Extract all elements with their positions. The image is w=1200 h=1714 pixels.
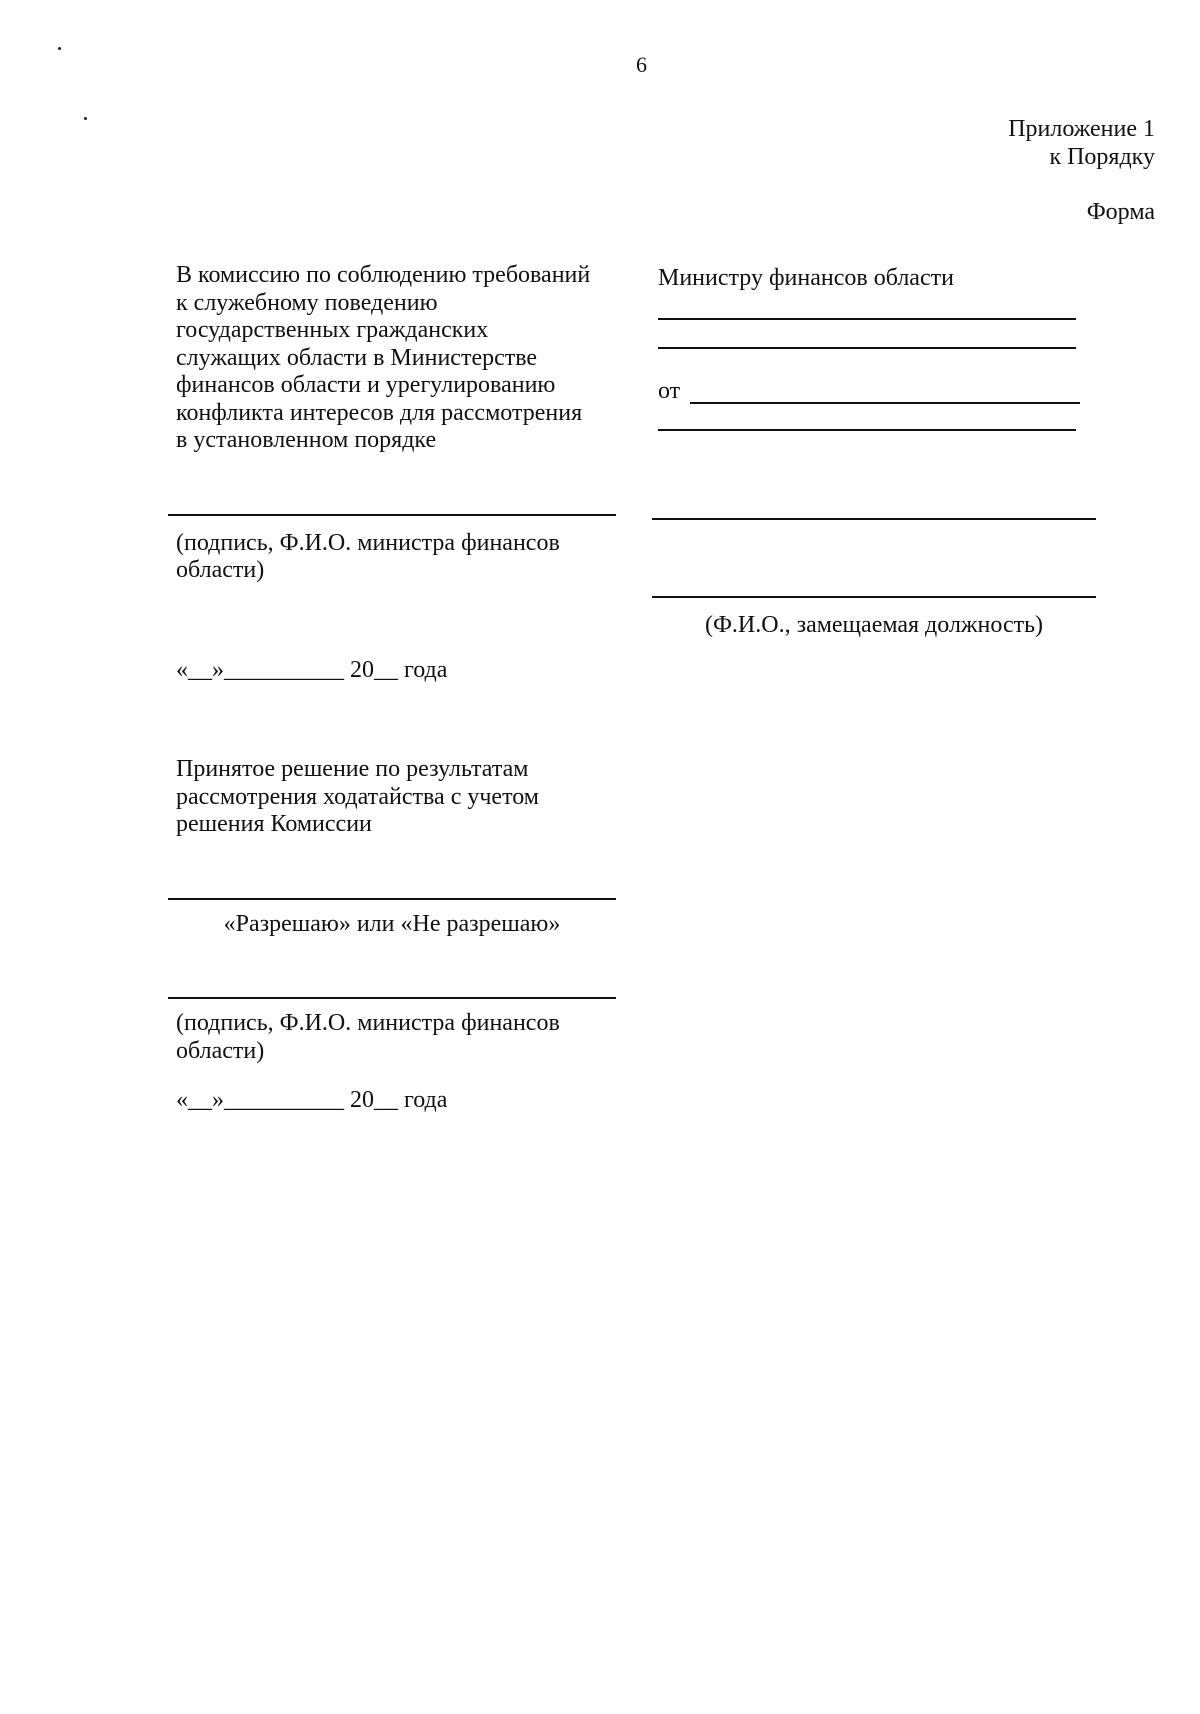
appendix-reference: к Порядку [1049,144,1155,170]
form-label: Форма [1086,199,1155,225]
commission-block [176,262,590,455]
signature-caption: (подпись, Ф.И.О. министра финансов [176,530,560,556]
from-label: от [658,378,681,404]
commission-line: в установленном порядке [176,427,437,453]
commission-line: к служебному поведению [176,289,438,316]
from-blank-line[interactable] [690,402,1080,404]
signature-caption: области) [176,1038,265,1064]
commission-line: служащих области в Министерстве [176,344,538,371]
addressee: Министру финансов области [658,265,954,291]
commission-line: конфликта интересов для рассмотрения [176,399,583,426]
from-blank-line[interactable] [658,429,1076,431]
decision-line-blank[interactable] [168,898,616,900]
commission-line: финансов области и урегулированию [176,372,556,398]
signature-caption: области) [176,557,265,583]
commission-line: В комиссию по соблюдению требований [176,262,591,288]
decision-line: рассмотрения ходатайства с учетом [176,783,539,810]
minister-signature-line-2[interactable] [168,997,616,999]
date-field[interactable]: «__»__________ 20__ года [176,1087,448,1113]
scan-speck [58,47,61,50]
decision-options: «Разрешаю» или «Не разрешаю» [223,911,561,937]
minister-signature-line[interactable] [168,514,616,516]
appendix-number: Приложение 1 [1008,116,1155,142]
applicant-blank-line[interactable] [652,518,1096,520]
name-position-caption: (Ф.И.О., замещаемая должность) [704,612,1044,638]
applicant-blank-line[interactable] [652,596,1096,598]
signature-caption: (подпись, Ф.И.О. министра финансов [176,1010,560,1036]
date-field[interactable]: «__»__________ 20__ года [176,657,448,683]
page-number: 6 [636,52,647,77]
addressee-blank-line[interactable] [658,347,1076,349]
commission-line: государственных гражданских [176,317,489,343]
decision-line: Принятое решение по результатам [176,756,529,782]
addressee-blank-line[interactable] [658,318,1076,320]
decision-line: решения Комиссии [176,811,372,837]
scan-speck [84,117,87,120]
decision-block [176,756,539,839]
